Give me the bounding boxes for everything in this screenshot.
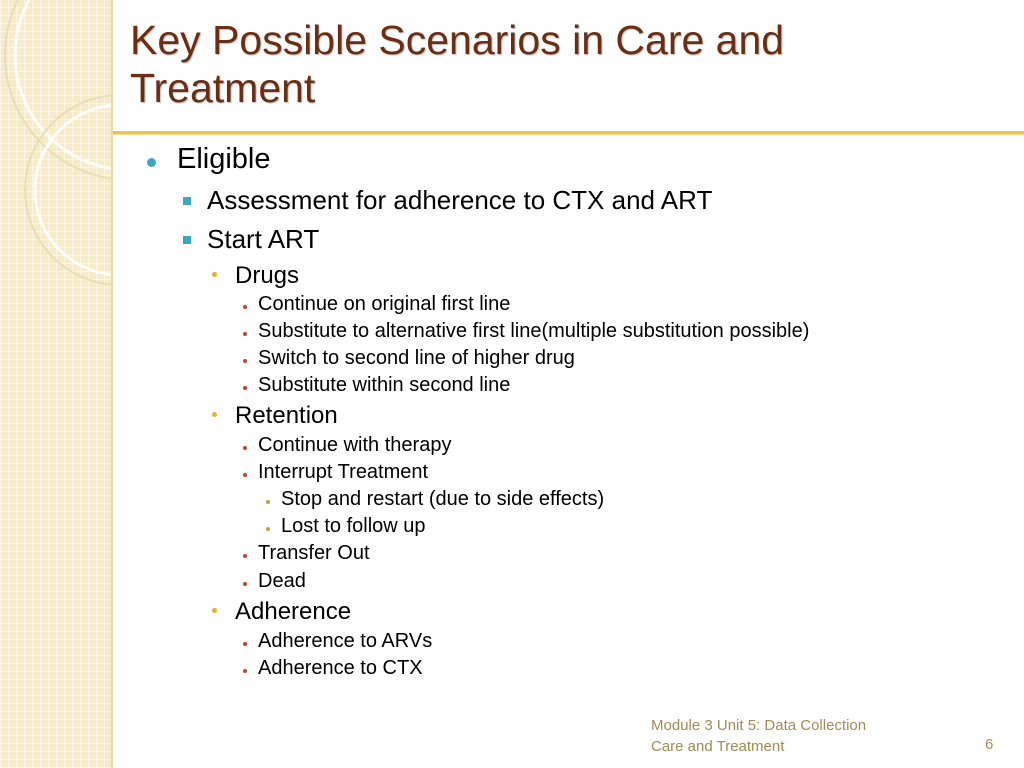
bullet-level-3-text: Drugs	[235, 262, 300, 289]
bullet-level-4-text: Substitute to alternative first line(multiple substitution possible)	[258, 320, 810, 342]
bullet-level-3-text: Retention	[235, 402, 338, 429]
bullet-level-4-text: Interrupt Treatment	[258, 461, 429, 483]
decorative-circles	[0, 0, 113, 768]
page-number: 6	[985, 736, 994, 753]
bullet-marker-icon	[243, 642, 247, 646]
bullet-level-1-text: Eligible	[177, 143, 271, 175]
bullet-marker-icon	[266, 527, 270, 531]
decorative-sidebar	[0, 0, 113, 768]
bullet-level-4-text: Switch to second line of higher drug	[258, 347, 575, 369]
bullet-level-4-text: Transfer Out	[258, 542, 370, 564]
bullet-marker-icon	[183, 236, 191, 244]
footer-module-text: Module 3 Unit 5: Data Collection	[651, 717, 867, 734]
bullet-marker-icon	[243, 305, 247, 309]
bullet-marker-icon	[243, 446, 247, 450]
bullet-marker-icon	[147, 158, 156, 167]
bullet-level-3-text: Adherence	[235, 598, 352, 625]
bullet-marker-icon	[212, 608, 217, 613]
bullet-marker-icon	[243, 669, 247, 673]
bullet-marker-icon	[243, 359, 247, 363]
bullet-marker-icon	[266, 500, 270, 504]
bullet-level-4-text: Dead	[258, 570, 306, 592]
bullet-level-4-text: Adherence to CTX	[258, 657, 423, 679]
bullet-marker-icon	[243, 554, 247, 558]
slide-title: Key Possible Scenarios in Care and Treatment	[130, 17, 785, 111]
bullet-marker-icon	[212, 412, 217, 417]
bullet-level-2-text: Start ART	[207, 224, 320, 254]
bullet-marker-icon	[183, 197, 191, 205]
bullet-level-4-text: Adherence to ARVs	[258, 630, 433, 652]
slide-footer	[651, 715, 866, 757]
footer-topic-text: Care and Treatment	[651, 738, 785, 755]
bullet-level-2-text: Assessment for adherence to CTX and ART	[207, 185, 713, 215]
bullet-marker-icon	[243, 473, 247, 477]
bullet-level-4-text: Continue on original first line	[258, 293, 511, 315]
bullet-marker-icon	[243, 582, 247, 586]
bullet-level-5-text: Lost to follow up	[281, 515, 426, 537]
bullet-level-4-text: Substitute within second line	[258, 374, 511, 396]
bullet-level-4-text: Continue with therapy	[258, 434, 452, 456]
bullet-marker-icon	[243, 386, 247, 390]
bullet-level-5-text: Stop and restart (due to side effects)	[281, 488, 605, 510]
bullet-marker-icon	[243, 332, 247, 336]
title-divider-shadow	[113, 134, 1024, 135]
bullet-marker-icon	[212, 272, 217, 277]
